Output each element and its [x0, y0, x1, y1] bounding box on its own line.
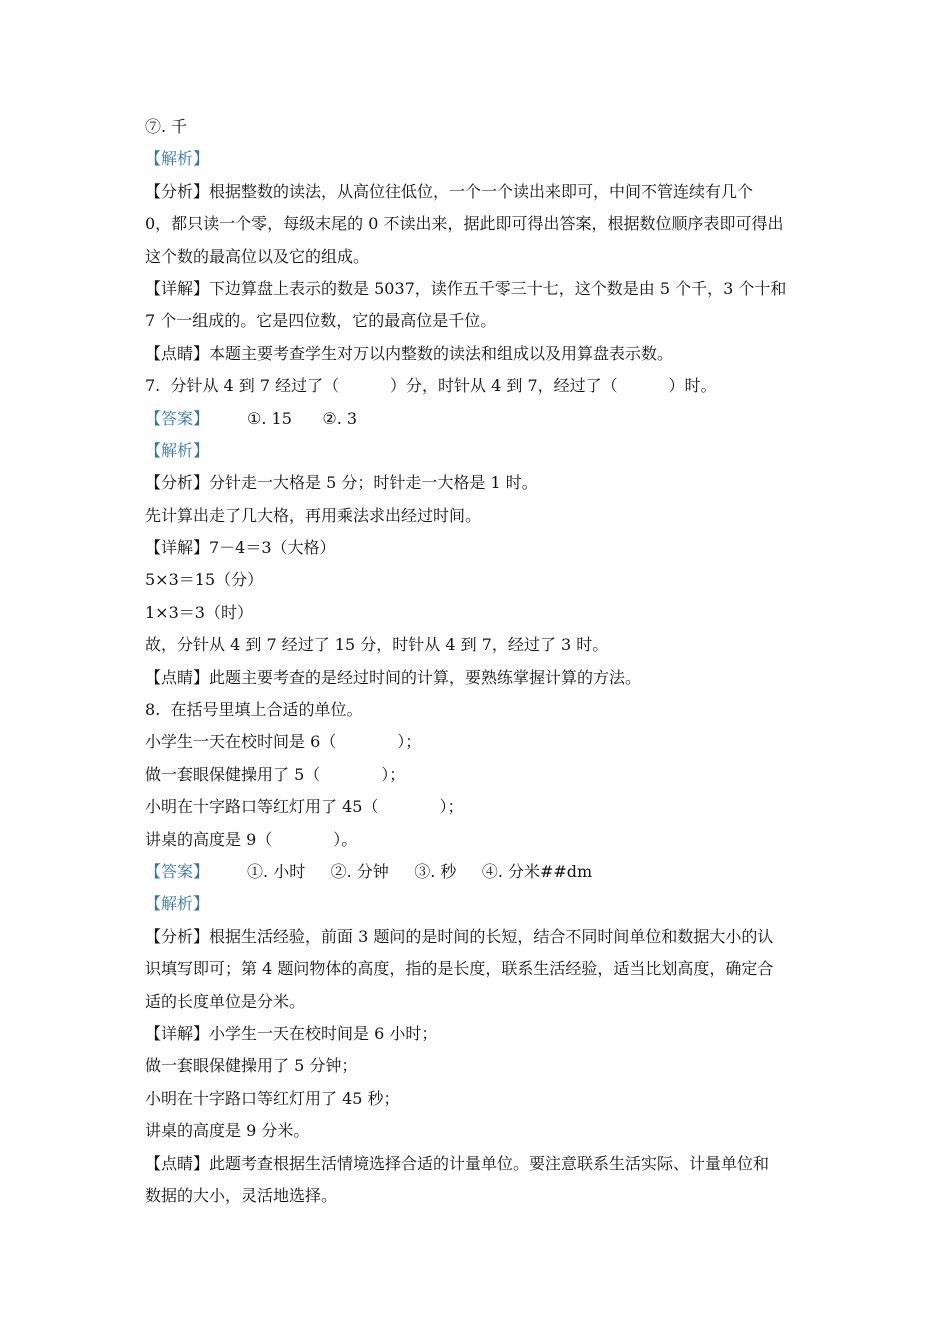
text-line	[145, 953, 815, 985]
section-tag-line	[145, 435, 815, 467]
section-tag: 【解析】	[145, 894, 210, 914]
line-text: 适的长度单位是分米。	[145, 991, 306, 1011]
line-text: 先计算出走了几大格，再用乘法求出经过时间。	[145, 505, 482, 525]
answer-line	[145, 403, 815, 435]
line-text: 5×3＝15（分）	[145, 570, 264, 590]
text-line	[145, 241, 815, 273]
line-text: 【分析】根据生活经验，前面 3 题问的是时间的长短，结合不同时间单位和数据大小的认	[145, 926, 774, 946]
line-text: 小明在十字路口等红灯用了 45（ ）；	[145, 797, 464, 817]
text-line	[145, 921, 815, 953]
section-tag-line	[145, 888, 815, 920]
line-text: 小明在十字路口等红灯用了 45 秒；	[145, 1088, 400, 1108]
line-text: 识填写即可；第 4 题问物体的高度，指的是长度，联系生活经验，适当比划高度，确定合	[145, 959, 774, 979]
line-text: 故，分针从 4 到 7 经过了 15 分，时针从 4 到 7，经过了 3 时。	[145, 635, 609, 655]
text-line	[145, 1050, 815, 1082]
text-line	[145, 629, 815, 661]
answer-text: ①. 15 ②. 3	[247, 408, 358, 428]
line-text: ⑦. 千	[145, 117, 188, 136]
text-line	[145, 597, 815, 629]
text-line	[145, 338, 815, 370]
answer-text: ①. 小时 ②. 分钟 ③. 秒 ④. 分米##dm	[247, 861, 593, 881]
text-line	[145, 467, 815, 499]
line-text: 这个数的最高位以及它的组成。	[145, 246, 370, 266]
answer-tag: 【答案】	[145, 861, 210, 881]
line-text: 【分析】根据整数的读法，从高位往低位，一个一个读出来即可，中间不管连续有几个	[145, 181, 754, 201]
text-line	[145, 986, 815, 1018]
line-text: 【分析】分针走一大格是 5 分；时针走一大格是 1 时。	[145, 473, 538, 493]
text-line	[145, 500, 815, 532]
line-text: 小学生一天在校时间是 6（ ）；	[145, 732, 422, 752]
line-text: 做一套眼保健操用了 5 分钟；	[145, 1056, 358, 1076]
text-line	[145, 1115, 815, 1147]
text-line	[145, 370, 815, 402]
text-line	[145, 694, 815, 726]
answer-line	[145, 856, 815, 888]
line-text: 7 个一组成的。它是四位数，它的最高位是千位。	[145, 311, 497, 331]
line-text: 讲桌的高度是 9 分米。	[145, 1121, 310, 1141]
line-text: 【详解】下边算盘上表示的数是 5037，读作五千零三十七，这个数是由 5 个千，3 个十和	[145, 278, 787, 298]
line-text: 数据的大小，灵活地选择。	[145, 1185, 338, 1205]
answer-tag: 【答案】	[145, 408, 210, 428]
text-line	[145, 208, 815, 240]
text-line	[145, 1148, 815, 1180]
text-line	[145, 176, 815, 208]
line-text: 【点睛】此题主要考查的是经过时间的计算，要熟练掌握计算的方法。	[145, 667, 642, 687]
section-tag: 【解析】	[145, 149, 210, 169]
section-tag: 【解析】	[145, 440, 210, 460]
line-text: 8. 在括号里填上合适的单位。	[145, 700, 363, 720]
text-line	[145, 111, 815, 143]
line-text: 1×3＝3（时）	[145, 602, 253, 622]
text-line	[145, 791, 815, 823]
line-text: 【详解】小学生一天在校时间是 6 小时；	[145, 1023, 438, 1043]
text-line	[145, 759, 815, 791]
line-text: 做一套眼保健操用了 5（ ）；	[145, 764, 406, 784]
text-line	[145, 1083, 815, 1115]
text-line	[145, 305, 815, 337]
text-line	[145, 532, 815, 564]
line-text: 【点睛】本题主要考查学生对万以内整数的读法和组成以及用算盘表示数。	[145, 343, 674, 363]
text-line	[145, 824, 815, 856]
text-line	[145, 1180, 815, 1212]
line-text: 讲桌的高度是 9（ ）。	[145, 829, 358, 849]
text-line	[145, 662, 815, 694]
section-tag-line	[145, 143, 815, 175]
text-line	[145, 564, 815, 596]
line-text: 7. 分针从 4 到 7 经过了（ ）分，时针从 4 到 7，经过了（ ）时。	[145, 376, 717, 396]
text-line	[145, 273, 815, 305]
line-text: 0，都只读一个零，每级末尾的 0 不读出来，据此即可得出答案，根据数位顺序表即可得出	[145, 214, 784, 234]
text-line	[145, 1018, 815, 1050]
document-body	[145, 111, 815, 1212]
line-text: 【点睛】此题考查根据生活情境选择合适的计量单位。要注意联系生活实际、计量单位和	[145, 1153, 770, 1173]
text-line	[145, 726, 815, 758]
line-text: 【详解】7－4＝3（大格）	[145, 538, 336, 558]
